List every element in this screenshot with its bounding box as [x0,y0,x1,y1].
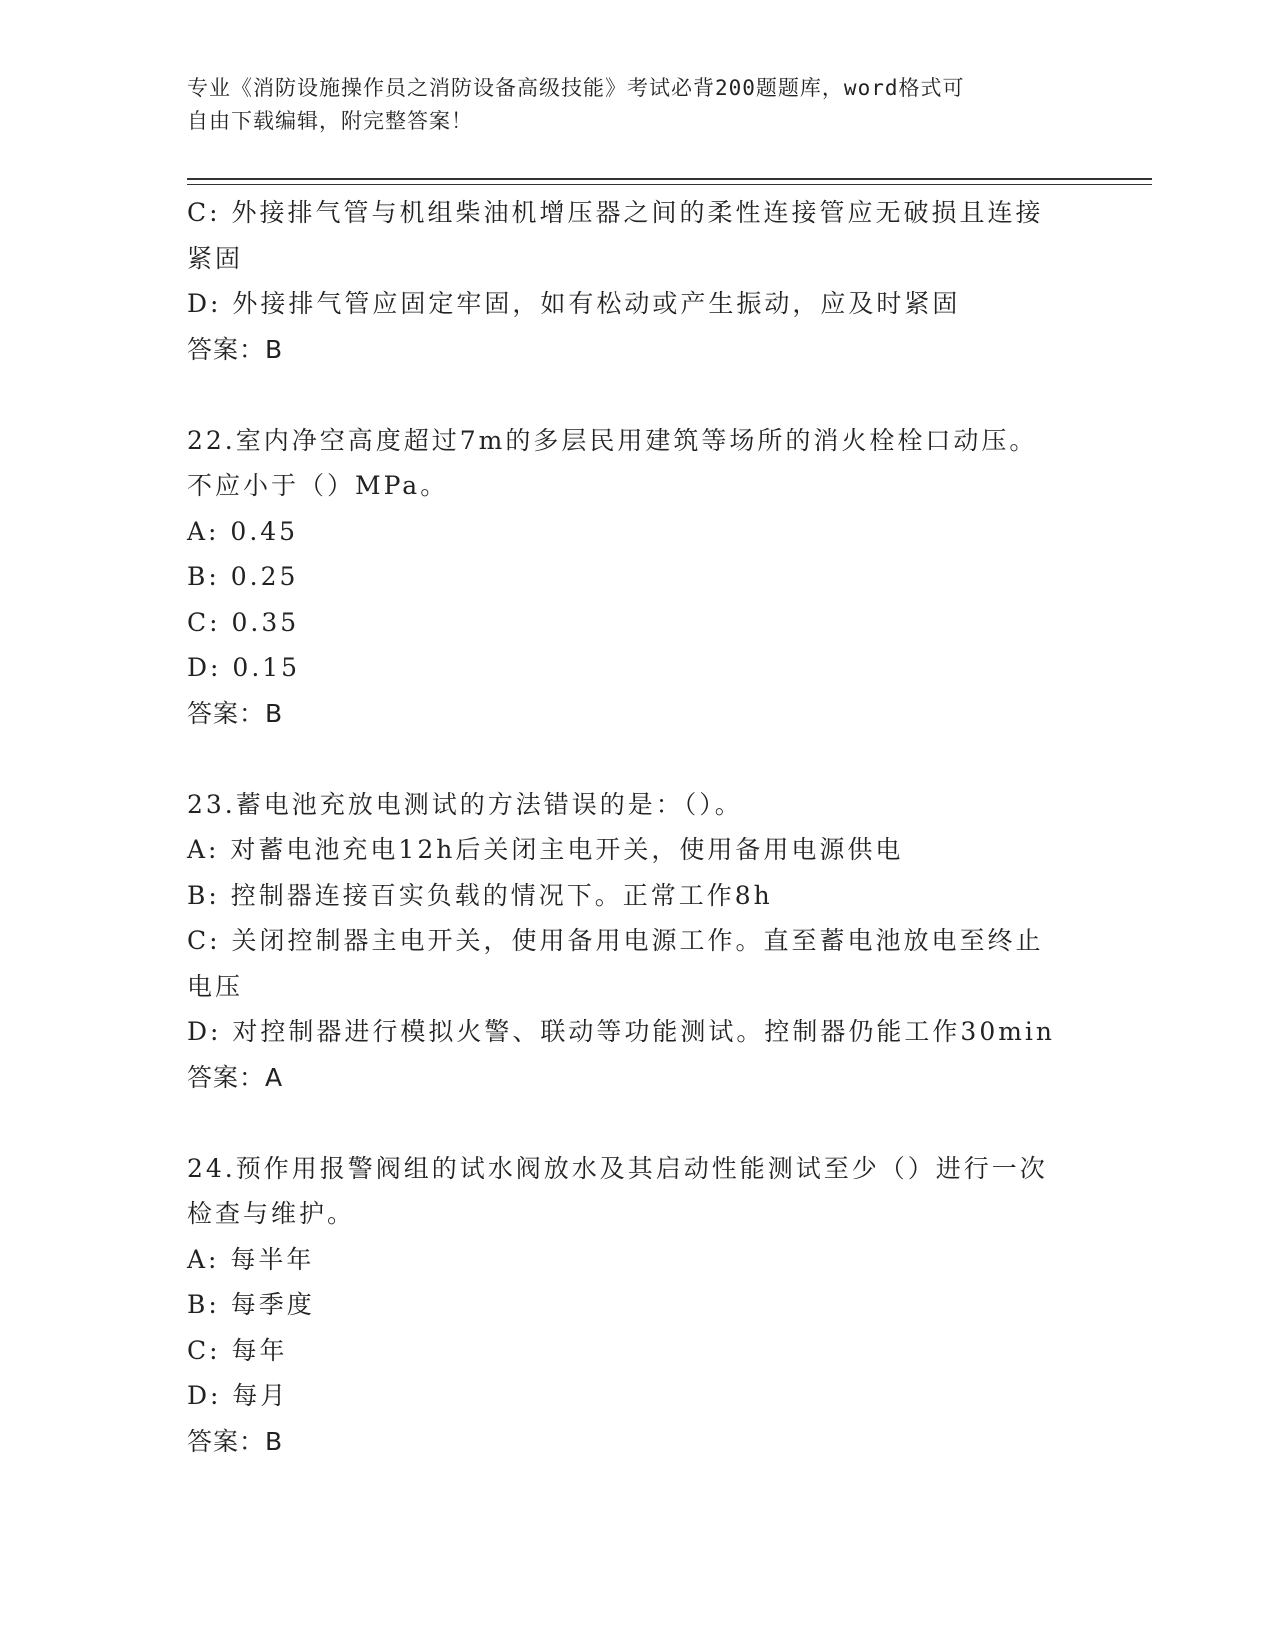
option-b: B: 控制器连接百实负载的情况下。正常工作8h [187,880,773,910]
spacer [187,372,1087,418]
document-header [187,72,1067,138]
question-list [187,190,1087,1464]
option-d: D: 0.15 [187,653,301,682]
answer-line: 答案：B [187,698,284,728]
question-stem-line-1: 22.室内净空高度超过7m的多层民用建筑等场所的消火栓栓口动压。 [187,425,1038,455]
question-stem-line-2: 检查与维护。 [187,1199,356,1228]
option-c: C: 0.35 [187,607,300,637]
option-a: A: 每半年 [187,1244,315,1274]
question-stem-line-2: 不应小于（）MPa。 [187,471,449,500]
header-title-line-2: 自由下载编辑，附完整答案！ [187,109,473,133]
option-c-line-2: 紧固 [187,243,244,273]
answer-line: 答案：A [187,1062,284,1092]
question-23 [187,782,1087,1101]
question-22 [187,418,1087,737]
option-d: D: 每月 [187,1381,289,1410]
option-a: A: 对蓄电池充电12h后关闭主电开关，使用备用电源供电 [187,835,904,864]
answer-line: 答案：B [187,334,284,364]
option-c: C: 每年 [187,1335,288,1365]
option-d: D: 外接排气管应固定牢固，如有松动或产生振动，应及时紧固 [187,289,961,318]
question-stem-line-1: 24.预作用报警阀组的试水阀放水及其启动性能测试至少（）进行一次 [187,1153,1048,1183]
option-c-line-1: C: 关闭控制器主电开关，使用备用电源工作。直至蓄电池放电至终止 [187,926,1044,955]
option-d: D: 对控制器进行模拟火警、联动等功能测试。控制器仍能工作30min [187,1017,1056,1046]
option-b: B: 每季度 [187,1290,315,1319]
spacer [187,736,1087,782]
question-21-continued [187,190,1087,372]
header-divider-thick [187,178,1152,180]
option-c-line-2: 电压 [187,971,244,1001]
header-title-line-1: 专业《消防设施操作员之消防设备高级技能》考试必背200题题库，word格式可 [187,76,965,100]
option-a: A: 0.45 [187,516,299,546]
option-c-line-1: C: 外接排气管与机组柴油机增压器之间的柔性连接管应无破损且连接 [187,198,1044,227]
question-stem: 23.蓄电池充放电测试的方法错误的是：（）。 [187,789,743,819]
spacer [187,1100,1087,1146]
answer-line: 答案：B [187,1426,284,1456]
header-divider-thin [187,184,1152,185]
option-b: B: 0.25 [187,562,299,591]
question-24 [187,1146,1087,1465]
